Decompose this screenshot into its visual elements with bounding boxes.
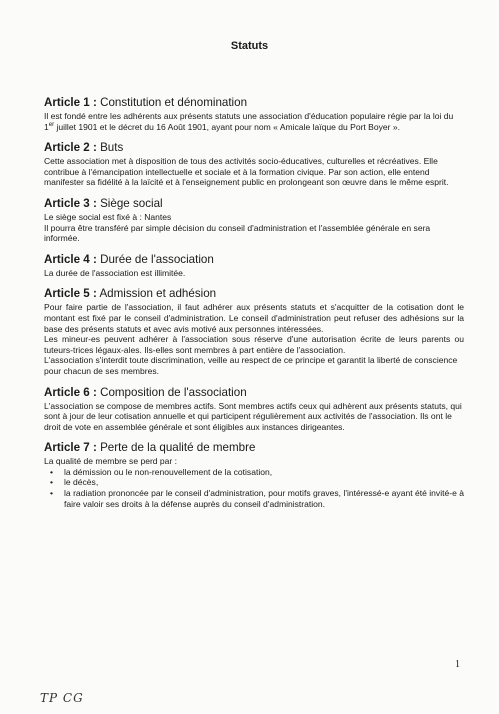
article-paragraph: L'association se compose de membres actifs. Sont membres actifs ceux qui adhèrent aux présents statuts, qui sont à jour de leur cotisation annuelle et qui participent régulièrement aux activités de l'association. Ils ont le droit de vote en assemblée générale et sont éligibles aux instances dirigeantes. [44, 400, 462, 432]
article-section [44, 197, 464, 244]
list-item [50, 467, 464, 478]
bullet-icon: • [50, 488, 53, 499]
list-item [50, 477, 464, 488]
page-number: 1 [455, 659, 460, 670]
bullet-icon: • [50, 477, 53, 488]
article-section [44, 441, 464, 509]
article-paragraph: L'association s'interdit toute discrimination, veille au respect de ce principe et garantit la liberté de conscience pour chacun de ses membres. [44, 355, 458, 376]
article-section [44, 253, 464, 279]
article-number: Article 2 : [44, 141, 97, 155]
article-paragraph: Le siège social est fixé à : Nantes [44, 211, 172, 222]
article-number: Article 7 : [44, 441, 97, 455]
article-title: Composition de l'association [100, 385, 247, 399]
article-number: Article 4 : [44, 252, 97, 266]
article-paragraph: Il est fondé entre les adhérents aux présents statuts une association d'éducation populaire régie par la loi du 1er juillet 1901 et le décret du 16 Août 1901, ayant pour nom « Amicale laïque du Port Boyer ». [44, 111, 454, 132]
list-intro: La qualité de membre se perd par : [44, 456, 178, 467]
article-heading [44, 287, 464, 301]
articles-container [44, 96, 464, 509]
article-section [44, 141, 464, 188]
bullet-list [44, 467, 464, 509]
article-title: Durée de l'association [100, 252, 214, 266]
list-item-text: la radiation prononcée par le conseil d'administration, pour motifs graves, l'intéressé-e ayant été invité-e à faire valoir ses droits à la défense auprès du conseil d'administration. [64, 488, 464, 509]
article-heading [44, 141, 464, 155]
article-section [44, 96, 464, 132]
article-heading [44, 197, 464, 211]
bullet-icon: • [50, 466, 53, 477]
article-heading [44, 253, 464, 267]
article-paragraph: Les mineur-es peuvent adhérer à l'association sous réserve d'une autorisation écrite de leurs parents ou tuteurs-trices légaux-ales. Ils-elles sont membres à part entière de l'association. [44, 334, 464, 355]
article-heading [44, 386, 464, 400]
article-number: Article 3 : [44, 196, 97, 210]
article-heading [44, 96, 464, 110]
article-number: Article 6 : [44, 385, 97, 399]
list-item [50, 488, 464, 509]
article-heading [44, 441, 464, 455]
article-paragraph: Il pourra être transféré par simple décision du conseil d'administration et l'assemblée générale en sera informée. [44, 222, 431, 244]
article-paragraph: La durée de l'association est illimitée. [44, 267, 186, 278]
article-title: Perte de la qualité de membre [100, 441, 256, 455]
list-item-text: la démission ou le non-renouvellement de la cotisation, [64, 466, 273, 477]
article-paragraph: Pour faire partie de l'association, il faut adhérer aux présents statuts et s'acquitter de la cotisation dont le montant est fixé par le conseil d'administration. Le conseil d'administration peut refuser des adhésions sur la base des présents statuts et avec avis motivé aux personnes intéressées. [44, 302, 464, 334]
article-number: Article 5 : [44, 287, 97, 301]
article-section [44, 287, 464, 376]
article-title: Siège social [100, 196, 163, 210]
handwritten-initials: TP CG [40, 691, 84, 705]
article-title: Buts [100, 141, 124, 155]
article-title: Constitution et dénomination [100, 96, 248, 109]
article-number: Article 1 : [44, 96, 97, 109]
article-title: Admission et adhésion [99, 287, 217, 301]
article-section [44, 386, 464, 433]
list-item-text: le décès, [64, 477, 99, 488]
article-paragraph: Cette association met à disposition de tous des activités socio-éducatives, culturelles et récréatives. Elle contribue à l'émancipation intellectuelle et sociale et à la formation civique. Par son action, elle entend manifester sa fidélité à la laïcité et à l'enseignement public en prolongeant son œuvre dans le même esprit. [44, 156, 449, 188]
document-title: Statuts [230, 40, 269, 52]
